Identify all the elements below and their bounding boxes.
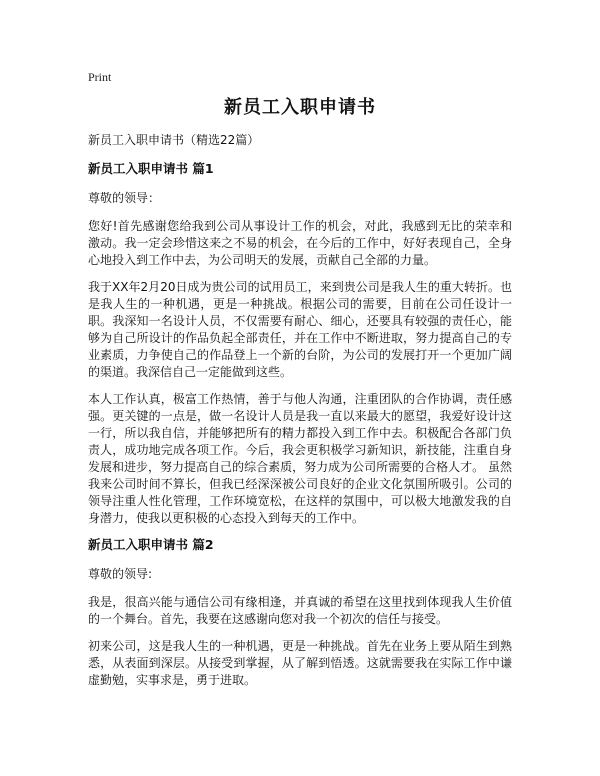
section-2 [88, 537, 512, 689]
print-link[interactable]: Print [88, 70, 112, 84]
paragraph: 本人工作认真，极富工作热情，善于与他人沟通，注重团队的合作协调，责任感强。更关键的一点是，做一名设计人员是我一直以来最大的愿望，我爱好设计这一行，所以我自信，并能够把所有的精力都投入到工作中去。积极配合各部门负责人，成功地完成各项工作。今后，我会更积极学习新知识，新技能，注重自身发展和进步，努力提高自己的综合素质，努力成为公司所需要的合格人才。 虽然我来公司时间不算长，但我已经深深被公司良好的企业文化氛围所吸引。公司的领导注重人性化管理，工作环境宽松，在这样的氛围中，可以极大地激发我的自身潜力，使我以更积极的心态投入到每天的工作中。 [88, 392, 512, 525]
greeting: 尊敬的领导: [88, 567, 153, 581]
document-title: 新员工入职申请书 [224, 97, 376, 118]
paragraph: 您好!首先感谢您给我到公司从事设计工作的机会，对此，我感到无比的荣幸和激动。我一定会珍惜这来之不易的机会，在今后的工作中，好好表现自己，全身心地投入到工作中去，为公司明天的发展，贡献自己全部的力量。 [88, 219, 512, 267]
greeting: 尊敬的领导： [88, 191, 161, 205]
paragraph: 我于XX年2月20日成为贵公司的试用员工，来到贵公司是我人生的重大转折。也是我人生的一种机遇，更是一种挑战。根据公司的需要，目前在公司任设计一职。我深知一名设计人员，不仅需要有耐心、细心，还要具有较强的责任心，能够为自己所设计的作品负起全部责任，并在工作中不断进取，努力提高自己的专业素质，力争使自己的作品登上一个新的台阶，为公司的发展打开一个更加广阔的渠道。我深信自己一定能做到这些。 [88, 280, 512, 379]
paragraph: 我是，很高兴能与通信公司有缘相逢，并真诚的希望在这里找到体现我人生价值的一个舞台。首先，我要在这感谢向您对我一个初次的信任与接受。 [88, 595, 512, 626]
section-heading: 新员工入职申请书 篇2 [88, 537, 214, 552]
section-heading: 新员工入职申请书 篇1 [88, 161, 214, 176]
section-1 [88, 161, 512, 527]
document-subtitle: 新员工入职申请书（精选22篇） [88, 133, 260, 147]
paragraph: 初来公司，这是我人生的一种机遇，更是一种挑战。首先在业务上要从陌生到熟悉，从表面到深层。从接受到掌握，从了解到悟透。这就需要我在实际工作中谦虚勤勉，实事求是，勇于进取。 [88, 639, 512, 687]
